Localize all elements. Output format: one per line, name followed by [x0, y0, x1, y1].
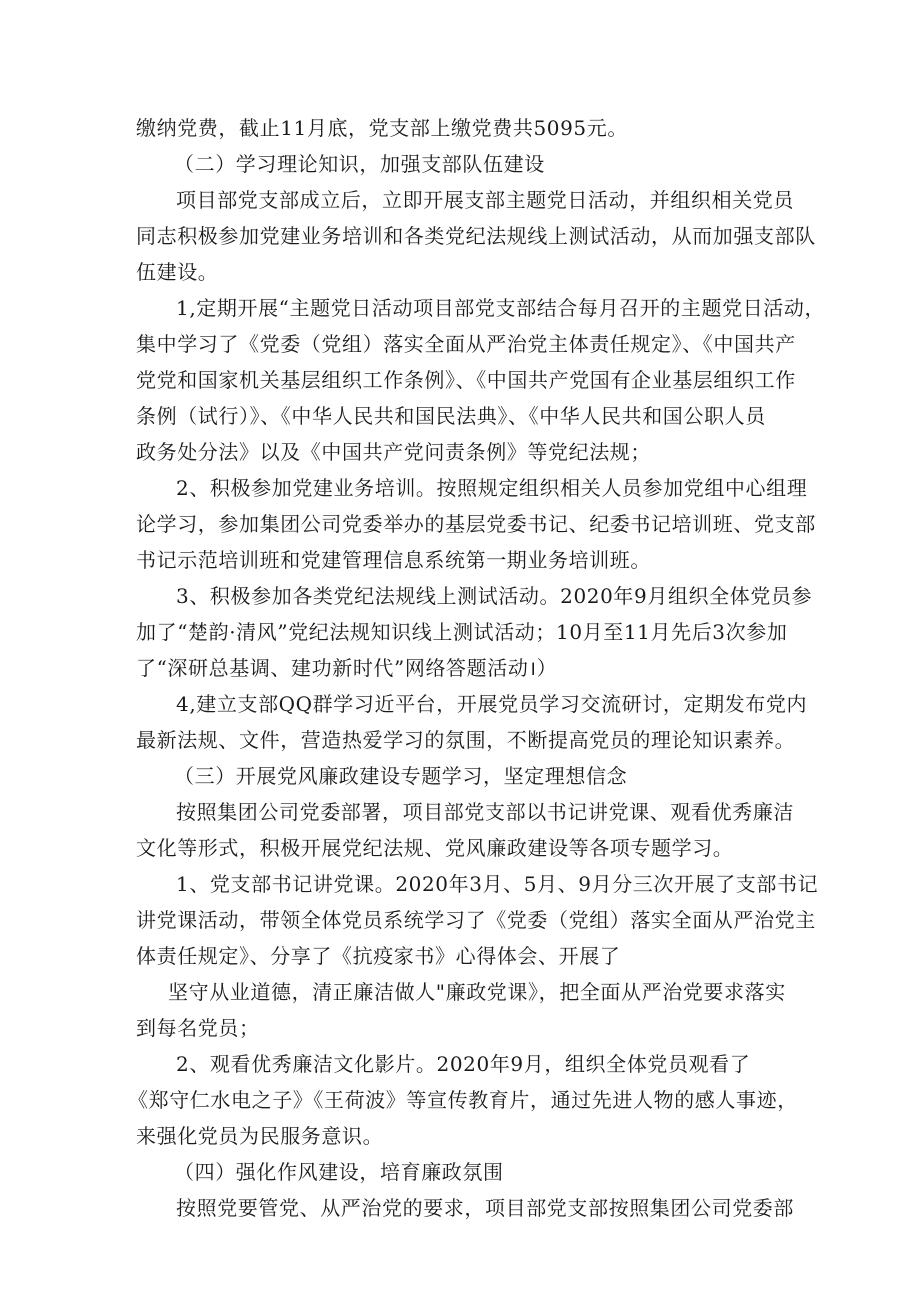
- section-heading: （二）学习理论知识，加强支部队伍建设: [174, 152, 545, 176]
- text-line: 缴纳党费，截止11月底，党支部上缴党费共5095元。: [136, 116, 628, 140]
- text-line: 《郑守仁水电之子》《王荷波》等宣传教育片，通过先进人物的感人事迹，: [128, 1088, 798, 1112]
- text-line: 按照集团公司党委部署，项目部党支部以书记讲党课、观看优秀廉洁: [176, 800, 794, 824]
- text-line: 3、积极参加各类党纪法规线上测试活动。2020年9月组织全体党员参: [176, 584, 813, 608]
- text-line: 4,建立支部QQ群学习近平台，开展党员学习交流研讨，定期发布党内: [176, 692, 808, 716]
- text-line: 讲党课活动，带领全体党员系统学习了《党委（党组）落实全面从严治党主: [136, 908, 816, 932]
- text-line: 同志积极参加党建业务培训和各类党纪法规线上测试活动，从而加强支部队: [136, 224, 816, 248]
- text-line: 到每名党员；: [136, 1016, 260, 1040]
- text-line: 来强化党员为民服务意识。: [136, 1124, 384, 1148]
- text-line: 伍建设。: [136, 260, 219, 284]
- text-line: 按照党要管党、从严治党的要求，项目部党支部按照集团公司党委部: [176, 1196, 794, 1220]
- text-line: 项目部党支部成立后，立即开展支部主题党日活动，并组织相关党员: [176, 188, 794, 212]
- section-heading: （四）强化作风建设，培育廉政氛围: [174, 1160, 504, 1184]
- text-line: 书记示范培训班和党建管理信息系统第一期业务培训班。: [136, 548, 651, 572]
- text-line: 坚守从业道德，清正廉洁做人"廉政党课》，把全面从严治党要求落实: [168, 980, 786, 1004]
- text-line: 党党和国家机关基层组织工作条例》、《中国共产党国有企业基层组织工作: [136, 368, 796, 392]
- text-line: 集中学习了《党委（党组）落实全面从严治党主体责任规定》、《中国共产: [136, 332, 796, 356]
- text-line: 1、党支部书记讲党课。2020年3月、5月、9月分三次开展了支部书记: [176, 872, 819, 896]
- text-line: 条例（试行）》、《中华人民共和国民法典》、《中华人民共和国公职人员: [136, 404, 766, 428]
- text-line: 2、观看优秀廉洁文化影片。2020年9月，组织全体党员观看了: [176, 1052, 751, 1076]
- text-line: 最新法规、文件，营造热爱学习的氛围，不断提高党员的理论知识素养。: [136, 728, 796, 752]
- text-line: 政务处分法》以及《中国共产党问责条例》等党纪法规；: [136, 440, 651, 464]
- text-line: 2、积极参加党建业务培训。按照规定组织相关人员参加党组中心组理: [176, 476, 808, 500]
- text-line: 论学习，参加集团公司党委举办的基层党委书记、纪委书记培训班、党支部: [136, 512, 816, 536]
- text-line: 1,定期开展“主题党日活动项目部党支部结合每月召开的主题党日活动，: [176, 296, 826, 320]
- text-line: 加了“楚韵·清风”党纪法规知识线上测试活动；10月至11月先后3次参加: [136, 620, 788, 644]
- text-line: 了“深研总基调、建功新时代”网络答题活动।）: [136, 656, 558, 680]
- text-line: 体责任规定》、分享了《抗疫家书》心得体会、开展了: [136, 944, 621, 968]
- text-line: 文化等形式，积极开展党纪法规、党风廉政建设等各项专题学习。: [136, 836, 734, 860]
- section-heading: （三）开展党风廉政建设专题学习，坚定理想信念: [174, 764, 628, 788]
